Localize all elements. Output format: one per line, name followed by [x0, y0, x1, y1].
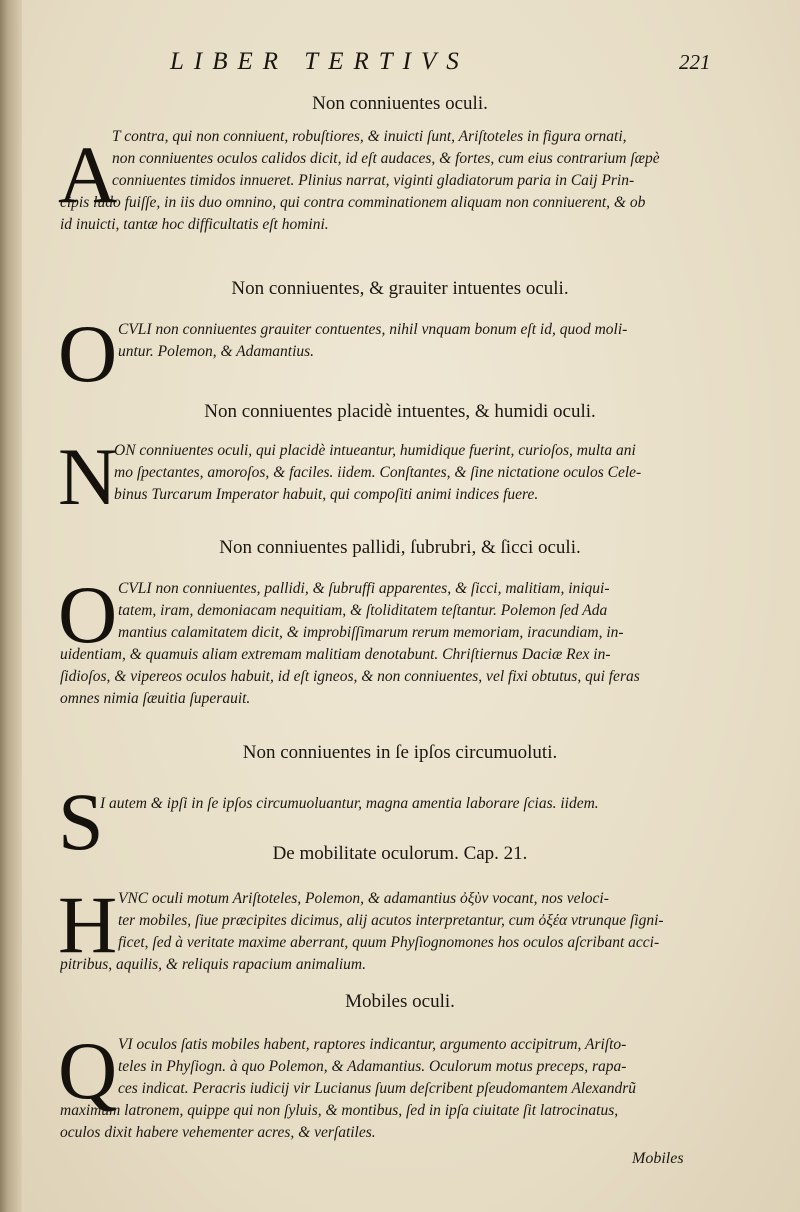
text-line: CVLI non conniuentes, pallidi, & ſubruffi apparentes, & ſicci, malitiam, iniqui-: [118, 580, 610, 597]
section-non-conniuentes: [0, 92, 800, 236]
text-line: CVLI non conniuentes grauiter contuentes, nihil vnquam bonum eſt id, quod moli-: [118, 321, 628, 338]
text-line: mantius calamitatem dicit, & improbiſſimarum rerum memoriam, iracundiam, in-: [118, 624, 624, 641]
text-line: VI oculos ſatis mobiles habent, raptores indicantur, argumento accipitrum, Ariſto-: [118, 1036, 627, 1053]
drop-cap: H: [58, 879, 118, 970]
text-line: VNC oculi motum Ariſtoteles, Polemon, & adamantius ὀξὺν vocant, nos veloci-: [118, 890, 609, 907]
text-line: uidentiam, & quamuis aliam extremam malitiam denotabunt. Chriſtiernus Daciæ Rex in-: [60, 646, 611, 663]
section-mobiles-oculi: [0, 990, 800, 1144]
text-line: untur. Polemon, & Adamantius.: [118, 343, 315, 360]
drop-cap: A: [58, 129, 118, 220]
drop-cap: S: [58, 776, 104, 867]
section-paragraph: [0, 126, 800, 236]
section-heading: De mobilitate oculorum. Cap. 21.: [272, 843, 528, 864]
section-paragraph: [0, 308, 800, 399]
text-line: mo ſpectantes, amoroſos, & faciles. iidem. Conſtantes, & ſine nictatione oculos Cele-: [114, 464, 642, 481]
section-pallidi-oculi: [0, 536, 800, 710]
text-line: maximum latronem, quippe qui non ſyluis, & montibus, ſed in ipſa ciuitate ſit latrocinatus,: [60, 1102, 619, 1119]
section-heading: Non conniuentes oculi.: [312, 93, 488, 114]
text-line: id inuicti, tantæ hoc difficultatis eſt homini.: [60, 216, 329, 233]
section-placide-intuentes: [0, 400, 800, 522]
text-line: ter mobiles, ſiue præcipites dicimus, alij acutos interpretantur, cum ὀξέα vtrunque ſigni-: [118, 912, 664, 929]
section-grauiter-intuentes: [0, 277, 800, 399]
drop-cap: O: [58, 308, 118, 399]
text-line: non conniuentes oculos calidos dicit, id eſt audaces, & fortes, cum eius contrarium ſæpè: [112, 150, 660, 167]
section-heading: Non conniuentes placidè intuentes, & humidi oculi.: [204, 401, 596, 422]
text-line: pitribus, aquilis, & reliquis rapacium animalium.: [60, 956, 366, 973]
section-heading: Non conniuentes, & grauiter intuentes oculi.: [231, 278, 569, 299]
text-line: tatem, iram, demoniacam nequitiam, & ſtoliditatem teſtantur. Polemon ſed Ada: [118, 602, 608, 619]
section-heading: Non conniuentes pallidi, ſubrubri, & ſicci oculi.: [219, 537, 581, 558]
page-number: 221: [679, 50, 711, 74]
section-de-mobilitate: [0, 842, 800, 976]
text-line: omnes nimia ſæuitia ſuperauit.: [60, 690, 251, 707]
text-line: ces indicat. Peracris iudicij vir Lucianus ſuum deſcribent pſeudomantem Alexandrũ: [118, 1080, 637, 1097]
text-line: ON conniuentes oculi, qui placidè intueantur, humidique fuerint, curioſos, multa ani: [114, 442, 636, 459]
text-line: teles in Phyſiogn. à quo Polemon, & Adamantius. Oculorum motus preceps, rapa-: [118, 1058, 627, 1075]
section-heading: Non conniuentes in ſe ipſos circumuoluti.: [242, 742, 558, 763]
text-line: binus Turcarum Imperator habuit, qui compoſiti animi indices fuere.: [114, 486, 539, 503]
drop-cap: O: [58, 569, 118, 660]
section-paragraph: [0, 569, 800, 710]
text-line: I autem & ipſi in ſe ipſos circumuoluantur, magna amentia laborare ſcias. iidem.: [100, 795, 599, 812]
section-heading: Mobiles oculi.: [345, 991, 455, 1012]
catchword: Mobiles: [632, 1150, 684, 1167]
text-line: conniuentes timidos innueret. Plinius narrat, viginti gladiatorum paria in Caij Prin-: [112, 172, 635, 189]
drop-cap: N: [58, 431, 118, 522]
running-title: LIBER TERTIVS: [170, 48, 469, 75]
section-paragraph: [0, 1025, 800, 1144]
section-paragraph: [0, 879, 800, 976]
page-header: [0, 48, 800, 78]
drop-cap: Q: [58, 1025, 118, 1116]
text-line: ficet, ſed à veritate maxime aberrant, quum Phyſiognomones hos oculos aſcribant acci-: [118, 934, 660, 951]
section-paragraph: [0, 431, 800, 522]
text-line: oculos dixit habere vehementer acres, & verſatiles.: [60, 1124, 376, 1141]
text-line: T contra, qui non conniuent, robuſtiores, & inuicti ſunt, Ariſtoteles in figura ornati,: [112, 128, 627, 145]
text-line: ſidioſos, & vipereos oculos habuit, id eſt igneos, & non conniuentes, vel fixi obtutus, qui feras: [60, 668, 640, 685]
text-line: cipis ludo fuiſſe, in iis duo omnino, qui contra comminationem aliquam non conniuerent, & ob: [60, 194, 646, 211]
